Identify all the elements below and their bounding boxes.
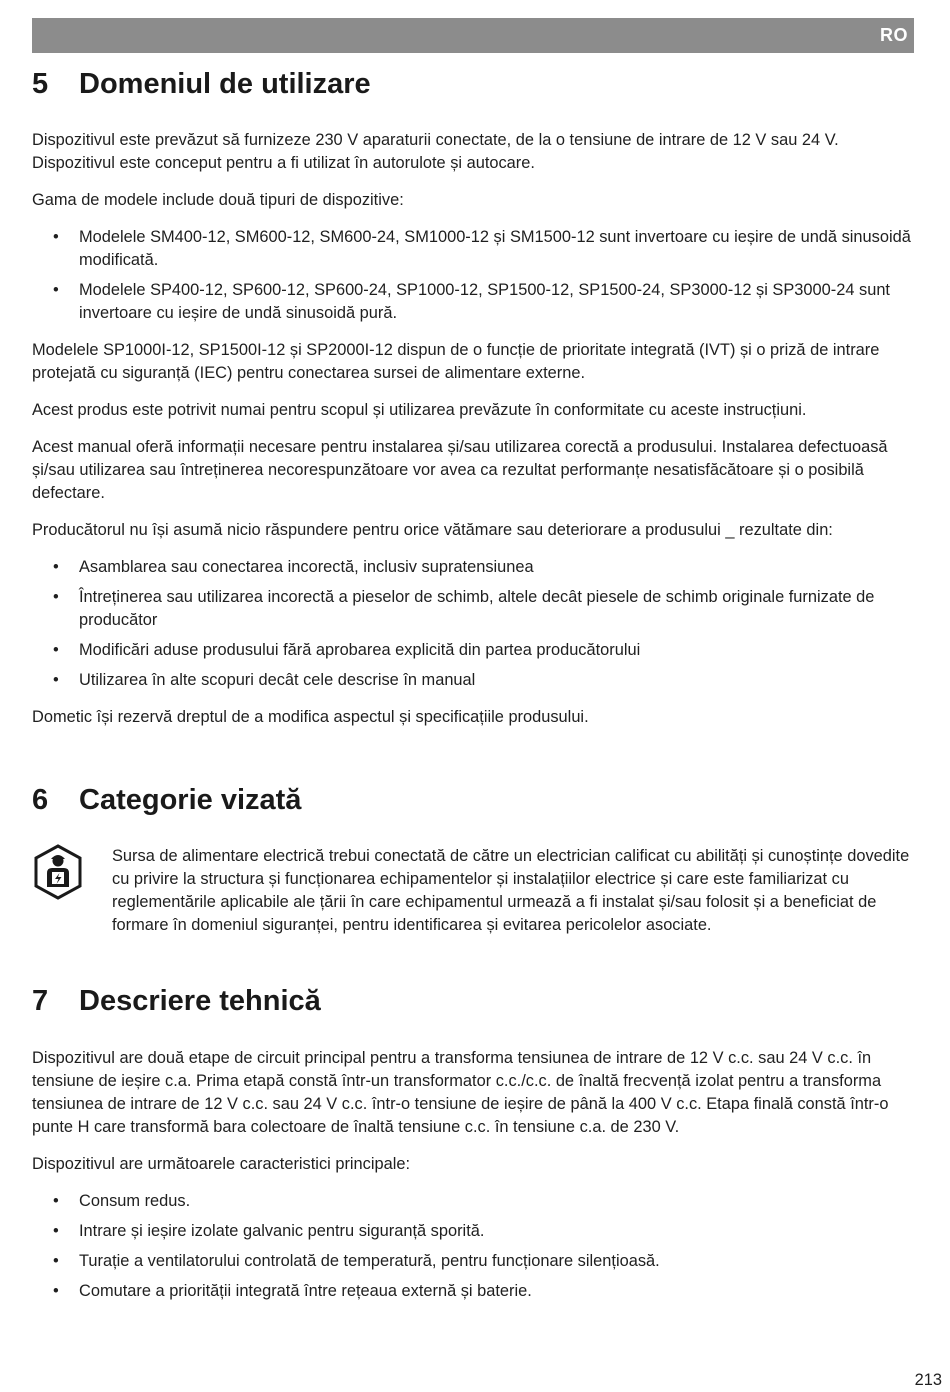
header-bar [32, 18, 914, 53]
list-item: • Modelele SM400-12, SM600-12, SM600-24, SM1000-12 și SM1500-12 sunt invertoare cu ieșire de undă sinusoidă modificată. [32, 226, 914, 272]
paragraph: Modelele SP1000I-12, SP1500I-12 și SP2000I-12 dispun de o funcție de prioritate integrată (IVT) și o priză de intrare protejată cu siguranță (IEC) pentru conectarea sursei de alimentare externe. [32, 341, 880, 382]
section-title: Descriere tehnică [79, 985, 321, 1017]
section-5-body [32, 129, 914, 729]
list-item: • Modificări aduse produsului fără aprobarea explicită din partea producătorului [32, 639, 914, 662]
paragraph: Producătorul nu își asumă nicio răspundere pentru orice vătămare sau deteriorare a produsului _ rezultate din: [32, 521, 833, 539]
model-list [32, 226, 914, 325]
list-item: • Asamblarea sau conectarea incorectă, inclusiv supratensiunea [32, 556, 914, 579]
features-list [32, 1190, 914, 1303]
paragraph: Gama de modele include două tipuri de dispozitive: [32, 191, 404, 209]
section-number: 7 [32, 985, 49, 1017]
section-title: Categorie vizată [79, 784, 302, 816]
section-title: Domeniul de utilizare [79, 68, 371, 100]
section-6-body [112, 845, 912, 937]
list-item: • Consum redus. [32, 1190, 914, 1213]
paragraph: Acest produs este potrivit numai pentru scopul și utilizarea prevăzute în conformitate cu aceste instrucțiuni. [32, 401, 807, 419]
list-item: • Comutare a priorității integrată între rețeaua externă și baterie. [32, 1280, 914, 1303]
list-item: • Întreținerea sau utilizarea incorectă a pieselor de schimb, altele decât piesele de schimb originale furnizate de producător [32, 586, 914, 632]
page-number: 213 [914, 1371, 942, 1389]
paragraph: Dometic își rezervă dreptul de a modifica aspectul și specificațiile produsului. [32, 708, 589, 726]
section-7-heading [32, 985, 321, 1018]
electrician-icon [32, 843, 84, 901]
section-number: 5 [32, 68, 49, 100]
list-item: • Intrare și ieșire izolate galvanic pentru siguranță sporită. [32, 1220, 914, 1243]
list-item: • Utilizarea în alte scopuri decât cele descrise în manual [32, 669, 914, 692]
section-5-heading [32, 68, 371, 101]
list-item: • Modelele SP400-12, SP600-12, SP600-24, SP1000-12, SP1500-12, SP1500-24, SP3000-12 și SP3000-24 sunt invertoare cu ieșire de undă sinusoidă pură. [32, 279, 914, 325]
paragraph: Sursa de alimentare electrică trebui conectată de către un electrician calificat cu abilități și cunoștințe dovedite cu privire la structura și funcționarea echipamentelor și instalațiilor electrice și care este familiarizat cu reglementările aplicabile ale țării în care echipamentul urmează a fi instalat și/sau folosit și a beneficiat de formare în domeniul siguranței, pentru identificarea și evitarea pericolelor asociate. [112, 847, 910, 934]
paragraph: Dispozitivul are două etape de circuit principal pentru a transforma tensiunea de intrare de 12 V c.c. sau 24 V c.c. în tensiune de ieșire c.a. Prima etapă constă într-un transformator c.c./c.c. de înaltă frecvență izolat pentru a transforma tensiunea de intrare de 12 V c.c. sau 24 V c.c. într-o tensiune de ieșire de până la 400 V c.c. Etapa finală constă într-o punte H care transformă bara colectoare de înaltă tensiune c.c. în tensiune c.a. de 230 V. [32, 1049, 889, 1136]
paragraph: Dispozitivul este prevăzut să furnizeze 230 V aparaturii conectate, de la o tensiune de intrare de 12 V sau 24 V. Dispozitivul este conceput pentru a fi utilizat în autorulote și autocare. [32, 131, 839, 172]
section-7-body [32, 1047, 914, 1310]
section-6-heading [32, 784, 301, 817]
list-item: • Turație a ventilatorului controlată de temperatură, pentru funcționare silențioasă. [32, 1250, 914, 1273]
language-label: RO [880, 25, 908, 45]
liability-list [32, 556, 914, 692]
section-number: 6 [32, 784, 49, 816]
paragraph: Acest manual oferă informații necesare pentru instalarea și/sau utilizarea corectă a produsului. Instalarea defectuoasă și/sau utilizarea sau întreținerea necorespunzătoare vor avea ca rezultat performanțe nesatisfăcătoare și o posibilă defectare. [32, 438, 888, 502]
paragraph: Dispozitivul are următoarele caracteristici principale: [32, 1155, 411, 1173]
